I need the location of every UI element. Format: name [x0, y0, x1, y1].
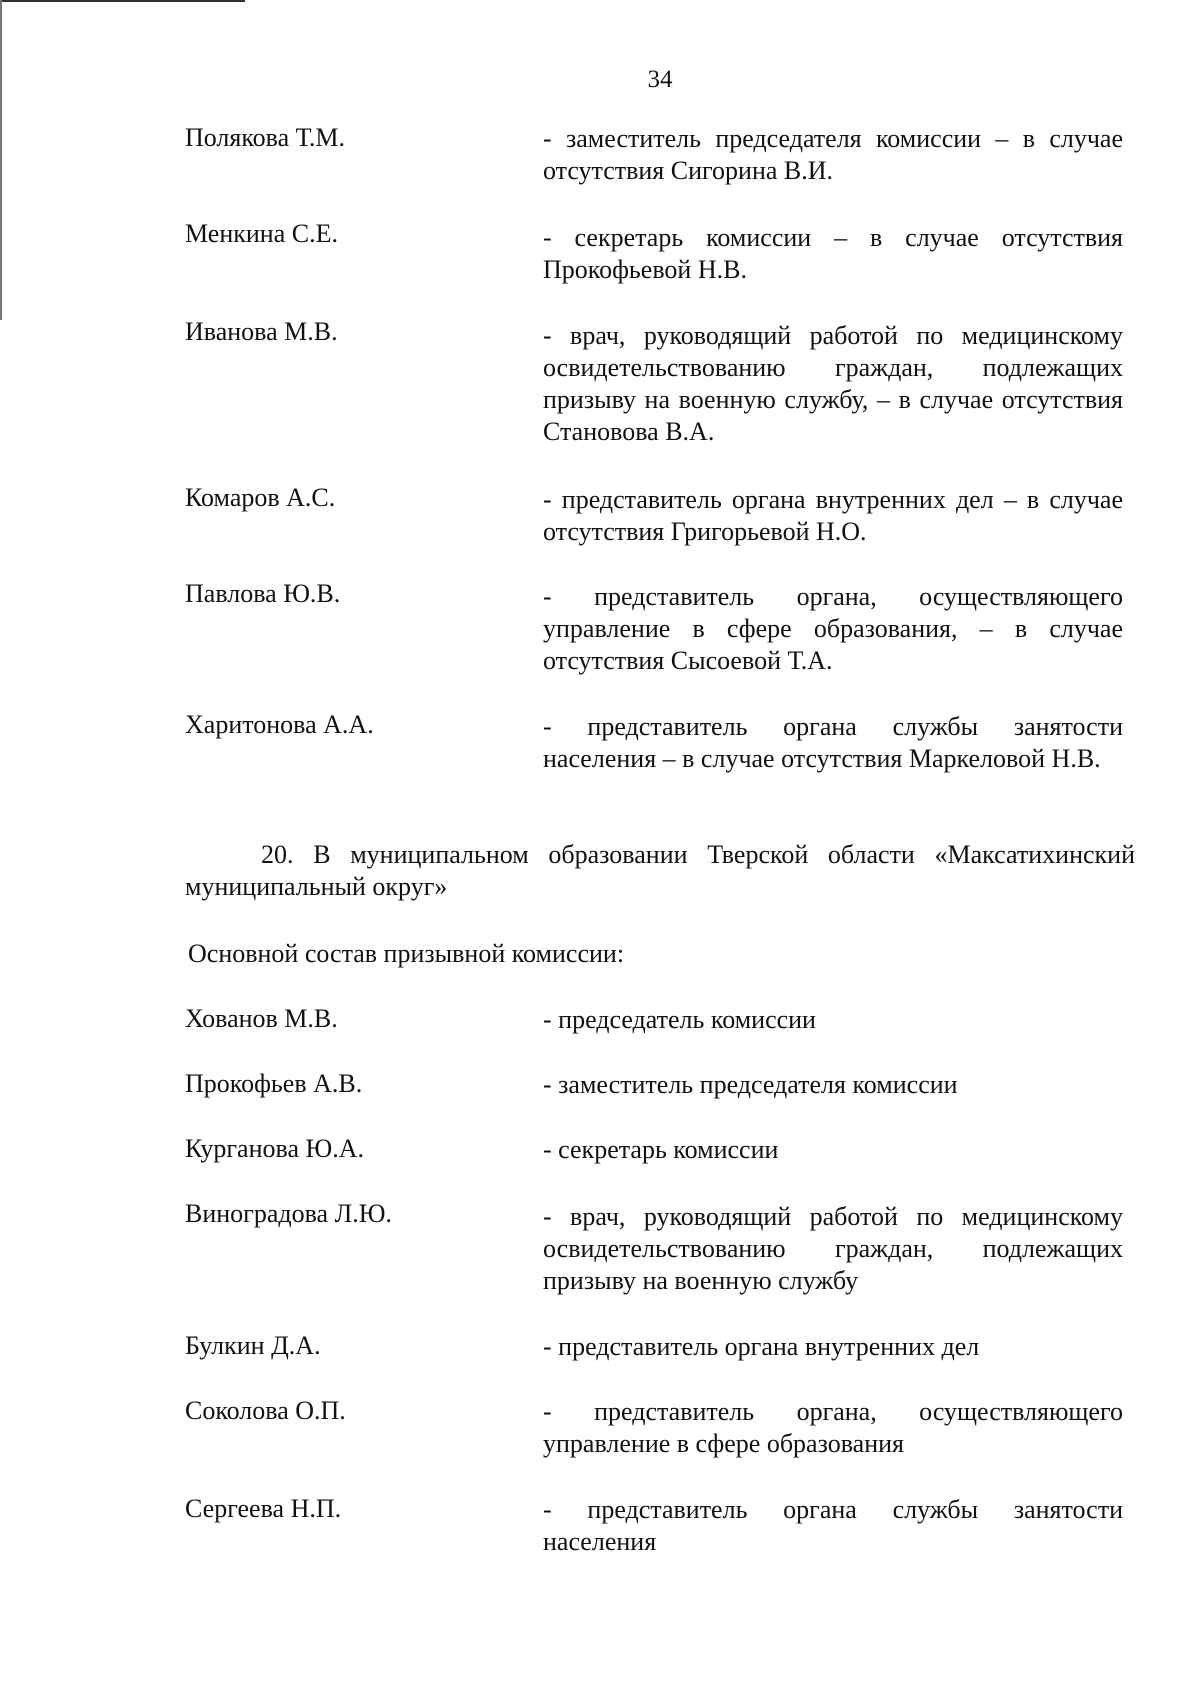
- member-name: Булкин Д.А.: [185, 1331, 321, 1360]
- member-role: - заместитель председателя комиссии: [543, 1070, 958, 1099]
- member-name: Хованов М.В.: [185, 1004, 338, 1033]
- member-name: Сергеева Н.П.: [185, 1494, 342, 1523]
- member-role: - представитель органа внутренних дел: [543, 1332, 980, 1361]
- member-role: - представитель органа службы занятости населения – в случае отсутствия Маркеловой Н.В.: [543, 712, 1123, 773]
- scan-edge-top: [0, 0, 245, 2]
- member-name: Павлова Ю.В.: [185, 579, 341, 608]
- member-role: - председатель комиссии: [543, 1005, 816, 1034]
- member-name: Иванова М.В.: [185, 317, 338, 346]
- member-name: Комаров А.С.: [185, 483, 336, 512]
- member-name: Прокофьев А.В.: [185, 1069, 363, 1098]
- member-role: - представитель органа, осуществляющего управление в сфере образования: [543, 1397, 1123, 1458]
- member-role: - представитель органа, осуществляющего управление в сфере образования, – в случае отсутствия Сысоевой Т.А.: [543, 582, 1123, 675]
- member-name: Курганова Ю.А.: [185, 1134, 364, 1163]
- member-role: - врач, руководящий работой по медицинскому освидетельствованию граждан, подлежащих призыву на военную службу: [543, 1202, 1123, 1295]
- member-role: - секретарь комиссии – в случае отсутствия Прокофьевой Н.В.: [543, 223, 1123, 284]
- member-role: - представитель органа службы занятости населения: [543, 1495, 1123, 1556]
- member-name: Харитонова А.А.: [185, 710, 374, 739]
- member-name: Виноградова Л.Ю.: [185, 1199, 392, 1228]
- member-role: - врач, руководящий работой по медицинскому освидетельствованию граждан, подлежащих призыву на военную службу, – в случае отсутствия Становова В.А.: [543, 321, 1123, 446]
- member-role: - заместитель председателя комиссии – в случае отсутствия Сигорина В.И.: [543, 124, 1123, 185]
- page-number: 34: [647, 66, 673, 93]
- member-name: Менкина С.Е.: [185, 219, 338, 248]
- member-role: - представитель органа внутренних дел – в случае отсутствия Григорьевой Н.О.: [543, 485, 1123, 546]
- scan-edge-left: [0, 0, 2, 320]
- member-name: Полякова Т.М.: [185, 123, 346, 152]
- member-name: Соколова О.П.: [185, 1396, 346, 1425]
- section-heading: Основной состав призывной комиссии:: [188, 939, 625, 968]
- member-role: - секретарь комиссии: [543, 1135, 779, 1164]
- section-paragraph: 20. В муниципальном образовании Тверской области «Максатихинский муниципальный округ»: [185, 840, 1135, 901]
